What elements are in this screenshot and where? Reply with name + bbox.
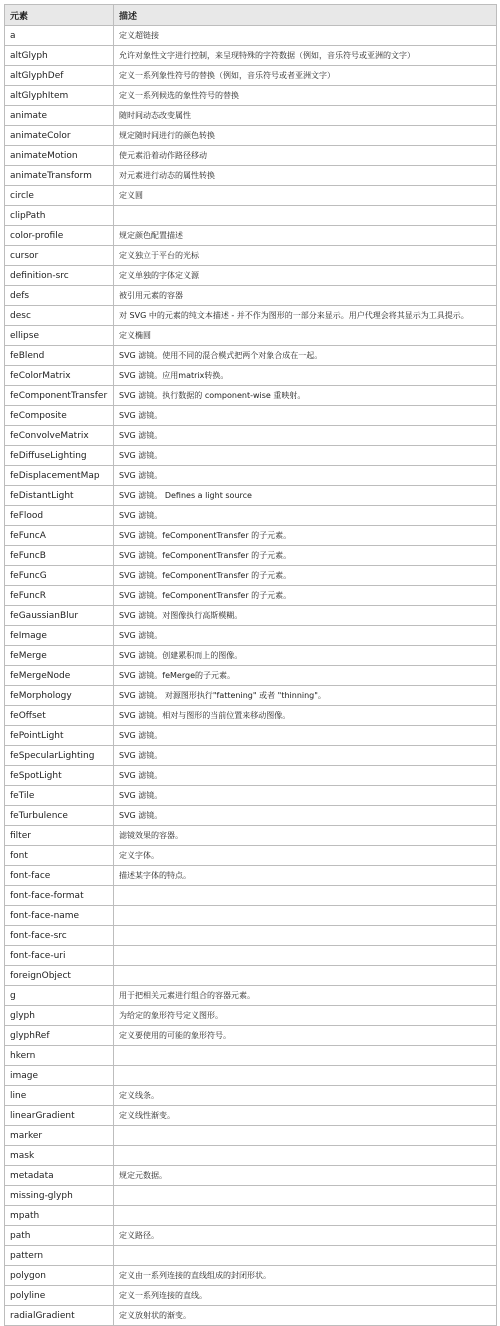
element-description-cell: SVG 滤镜。feComponentTransfer 的子元素。 [114,526,497,546]
table-row [5,566,497,586]
table-row [5,1286,497,1306]
table-row [5,746,497,766]
element-name-cell: fePointLight [5,726,114,746]
table-row [5,1146,497,1166]
element-description-cell [114,1186,497,1206]
element-name-cell: hkern [5,1046,114,1066]
element-name-cell: missing-glyph [5,1186,114,1206]
element-name-cell: linearGradient [5,1106,114,1126]
table-row [5,466,497,486]
element-name-cell: g [5,986,114,1006]
element-name-cell: font-face-src [5,926,114,946]
element-description-cell: SVG 滤镜。应用matrix转换。 [114,366,497,386]
element-name-cell: cursor [5,246,114,266]
element-description-cell [114,1046,497,1066]
table-row [5,986,497,1006]
element-description-cell [114,206,497,226]
element-description-cell: 滤镜效果的容器。 [114,826,497,846]
element-description-cell: 对元素进行动态的属性转换 [114,166,497,186]
table-row [5,26,497,46]
element-name-cell: feMergeNode [5,666,114,686]
table-row [5,246,497,266]
element-name-cell: feFuncA [5,526,114,546]
element-description-cell: SVG 滤镜。feComponentTransfer 的子元素。 [114,566,497,586]
element-description-cell: SVG 滤镜。 [114,806,497,826]
table-row [5,786,497,806]
element-description-cell: 定义字体。 [114,846,497,866]
element-name-cell: feComponentTransfer [5,386,114,406]
element-description-cell: SVG 滤镜。feMerge的子元素。 [114,666,497,686]
element-name-cell: feMorphology [5,686,114,706]
element-description-cell [114,1126,497,1146]
element-description-cell [114,1206,497,1226]
table-row [5,166,497,186]
element-description-cell: SVG 滤镜。feComponentTransfer 的子元素。 [114,546,497,566]
table-row [5,446,497,466]
element-name-cell: feSpotLight [5,766,114,786]
element-description-cell: 允许对象性文字进行控制，来呈现特殊的字符数据（例如，音乐符号或亚洲的文字） [114,46,497,66]
element-name-cell: pattern [5,1246,114,1266]
element-name-cell: altGlyphItem [5,86,114,106]
table-row [5,306,497,326]
table-row [5,106,497,126]
element-description-cell: 用于把相关元素进行组合的容器元素。 [114,986,497,1006]
element-description-cell: SVG 滤镜。 [114,406,497,426]
element-name-cell: feOffset [5,706,114,726]
element-description-cell: SVG 滤镜。对图像执行高斯模糊。 [114,606,497,626]
element-description-cell: SVG 滤镜。 [114,626,497,646]
element-description-cell [114,926,497,946]
table-row [5,886,497,906]
element-description-cell [114,946,497,966]
element-name-cell: feGaussianBlur [5,606,114,626]
element-name-cell: circle [5,186,114,206]
element-description-cell: SVG 滤镜。 [114,786,497,806]
element-name-cell: feComposite [5,406,114,426]
element-name-cell: definition-src [5,266,114,286]
element-description-cell: 定义路径。 [114,1226,497,1246]
element-description-cell [114,1146,497,1166]
column-header-element: 元素 [5,5,114,26]
element-name-cell: feSpecularLighting [5,746,114,766]
element-description-cell: 为给定的象形符号定义图形。 [114,1006,497,1026]
element-description-cell: 定义圆 [114,186,497,206]
table-row [5,1226,497,1246]
element-description-cell: 定义一系列连接的直线。 [114,1286,497,1306]
table-row [5,126,497,146]
element-description-cell: SVG 滤镜。创建累积而上的图像。 [114,646,497,666]
table-row [5,146,497,166]
element-name-cell: animate [5,106,114,126]
element-name-cell: feColorMatrix [5,366,114,386]
element-name-cell: image [5,1066,114,1086]
table-row [5,1046,497,1066]
element-name-cell: glyph [5,1006,114,1026]
element-description-cell [114,1066,497,1086]
element-description-cell: 定义线性渐变。 [114,1106,497,1126]
table-row [5,906,497,926]
element-name-cell: feDiffuseLighting [5,446,114,466]
table-row [5,226,497,246]
table-row [5,1166,497,1186]
element-name-cell: ellipse [5,326,114,346]
column-header-description: 描述 [114,5,497,26]
table-row [5,686,497,706]
element-name-cell: defs [5,286,114,306]
element-description-cell: 定义独立于平台的光标 [114,246,497,266]
element-name-cell: polyline [5,1286,114,1306]
element-description-cell: SVG 滤镜。 Defines a light source [114,486,497,506]
table-row [5,706,497,726]
table-row [5,346,497,366]
table-row [5,326,497,346]
element-name-cell: mask [5,1146,114,1166]
element-name-cell: metadata [5,1166,114,1186]
table-row [5,386,497,406]
element-name-cell: animateMotion [5,146,114,166]
table-row [5,1186,497,1206]
element-description-cell [114,966,497,986]
element-description-cell: SVG 滤镜。 [114,506,497,526]
table-row [5,1026,497,1046]
element-name-cell: desc [5,306,114,326]
element-description-cell: SVG 滤镜。 [114,446,497,466]
element-name-cell: feTurbulence [5,806,114,826]
element-name-cell: color-profile [5,226,114,246]
element-description-cell: 规定颜色配置描述 [114,226,497,246]
element-description-cell: 定义放射状的渐变。 [114,1306,497,1326]
table-row [5,866,497,886]
element-name-cell: animateTransform [5,166,114,186]
element-name-cell: radialGradient [5,1306,114,1326]
table-row [5,606,497,626]
table-row [5,926,497,946]
table-row [5,726,497,746]
element-description-cell: 随时间动态改变属性 [114,106,497,126]
element-name-cell: feMerge [5,646,114,666]
element-description-cell: 定义要使用的可能的象形符号。 [114,1026,497,1046]
table-row [5,506,497,526]
element-description-cell: SVG 滤镜。 对源图形执行"fattening" 或者 "thinning"。 [114,686,497,706]
element-name-cell: feFuncR [5,586,114,606]
element-name-cell: marker [5,1126,114,1146]
table-row [5,86,497,106]
element-description-cell: SVG 滤镜。 [114,726,497,746]
element-name-cell: filter [5,826,114,846]
table-row [5,426,497,446]
element-name-cell: font-face [5,866,114,886]
table-row [5,826,497,846]
table-row [5,1266,497,1286]
element-name-cell: font-face-format [5,886,114,906]
table-header-row [5,5,497,26]
table-row [5,406,497,426]
element-name-cell: glyphRef [5,1026,114,1046]
element-description-cell: 定义超链接 [114,26,497,46]
element-name-cell: foreignObject [5,966,114,986]
table-row [5,1106,497,1126]
table-row [5,1006,497,1026]
element-description-cell: SVG 滤镜。feComponentTransfer 的子元素。 [114,586,497,606]
table-row [5,1086,497,1106]
table-body [5,26,497,1326]
table-row [5,966,497,986]
table-row [5,546,497,566]
table-row [5,946,497,966]
element-name-cell: clipPath [5,206,114,226]
element-description-cell: 定义线条。 [114,1086,497,1106]
table-row [5,626,497,646]
table-row [5,206,497,226]
element-name-cell: feConvolveMatrix [5,426,114,446]
element-name-cell: mpath [5,1206,114,1226]
element-name-cell: polygon [5,1266,114,1286]
table-row [5,766,497,786]
element-description-cell: 定义一系列候选的象性符号的替换 [114,86,497,106]
element-description-cell: SVG 滤镜。使用不同的混合模式把两个对象合成在一起。 [114,346,497,366]
table-row [5,266,497,286]
element-description-cell: 规定元数据。 [114,1166,497,1186]
table-row [5,186,497,206]
element-name-cell: line [5,1086,114,1106]
element-name-cell: feDisplacementMap [5,466,114,486]
element-description-cell [114,1246,497,1266]
element-description-cell [114,906,497,926]
table-row [5,1246,497,1266]
element-name-cell: feFuncB [5,546,114,566]
element-description-cell: 对 SVG 中的元素的纯文本描述 - 并不作为图形的一部分来显示。用户代理会将其显示为工具提示。 [114,306,497,326]
element-description-cell: SVG 滤镜。 [114,426,497,446]
element-name-cell: feBlend [5,346,114,366]
table-row [5,806,497,826]
table-row [5,1206,497,1226]
table-row [5,1126,497,1146]
element-name-cell: altGlyphDef [5,66,114,86]
element-description-cell: 定义一系列象性符号的替换（例如，音乐符号或者亚洲文字） [114,66,497,86]
element-description-cell: 定义由一系列连接的直线组成的封闭形状。 [114,1266,497,1286]
element-description-cell: SVG 滤镜。 [114,746,497,766]
table-row [5,666,497,686]
table-row [5,1066,497,1086]
element-name-cell: animateColor [5,126,114,146]
element-name-cell: feDistantLight [5,486,114,506]
element-name-cell: altGlyph [5,46,114,66]
element-name-cell: feFuncG [5,566,114,586]
element-name-cell: feImage [5,626,114,646]
table-row [5,46,497,66]
element-name-cell: font [5,846,114,866]
element-description-cell: SVG 滤镜。相对与图形的当前位置来移动图像。 [114,706,497,726]
element-name-cell: path [5,1226,114,1246]
element-name-cell: a [5,26,114,46]
element-description-cell: 定义单独的字体定义源 [114,266,497,286]
svg-elements-table [4,4,497,1326]
table-row [5,646,497,666]
element-description-cell: SVG 滤镜。 [114,766,497,786]
element-name-cell: feTile [5,786,114,806]
element-name-cell: font-face-uri [5,946,114,966]
element-name-cell: font-face-name [5,906,114,926]
table-row [5,586,497,606]
element-description-cell [114,886,497,906]
element-description-cell: 使元素沿着动作路径移动 [114,146,497,166]
element-description-cell: 被引用元素的容器 [114,286,497,306]
element-description-cell: 描述某字体的特点。 [114,866,497,886]
element-description-cell: 规定随时间进行的颜色转换 [114,126,497,146]
table-row [5,366,497,386]
table-row [5,526,497,546]
element-description-cell: SVG 滤镜。 [114,466,497,486]
table-row [5,486,497,506]
table-row [5,846,497,866]
table-row [5,66,497,86]
element-description-cell: 定义椭圆 [114,326,497,346]
element-description-cell: SVG 滤镜。执行数据的 component-wise 重映射。 [114,386,497,406]
element-name-cell: feFlood [5,506,114,526]
table-row [5,286,497,306]
